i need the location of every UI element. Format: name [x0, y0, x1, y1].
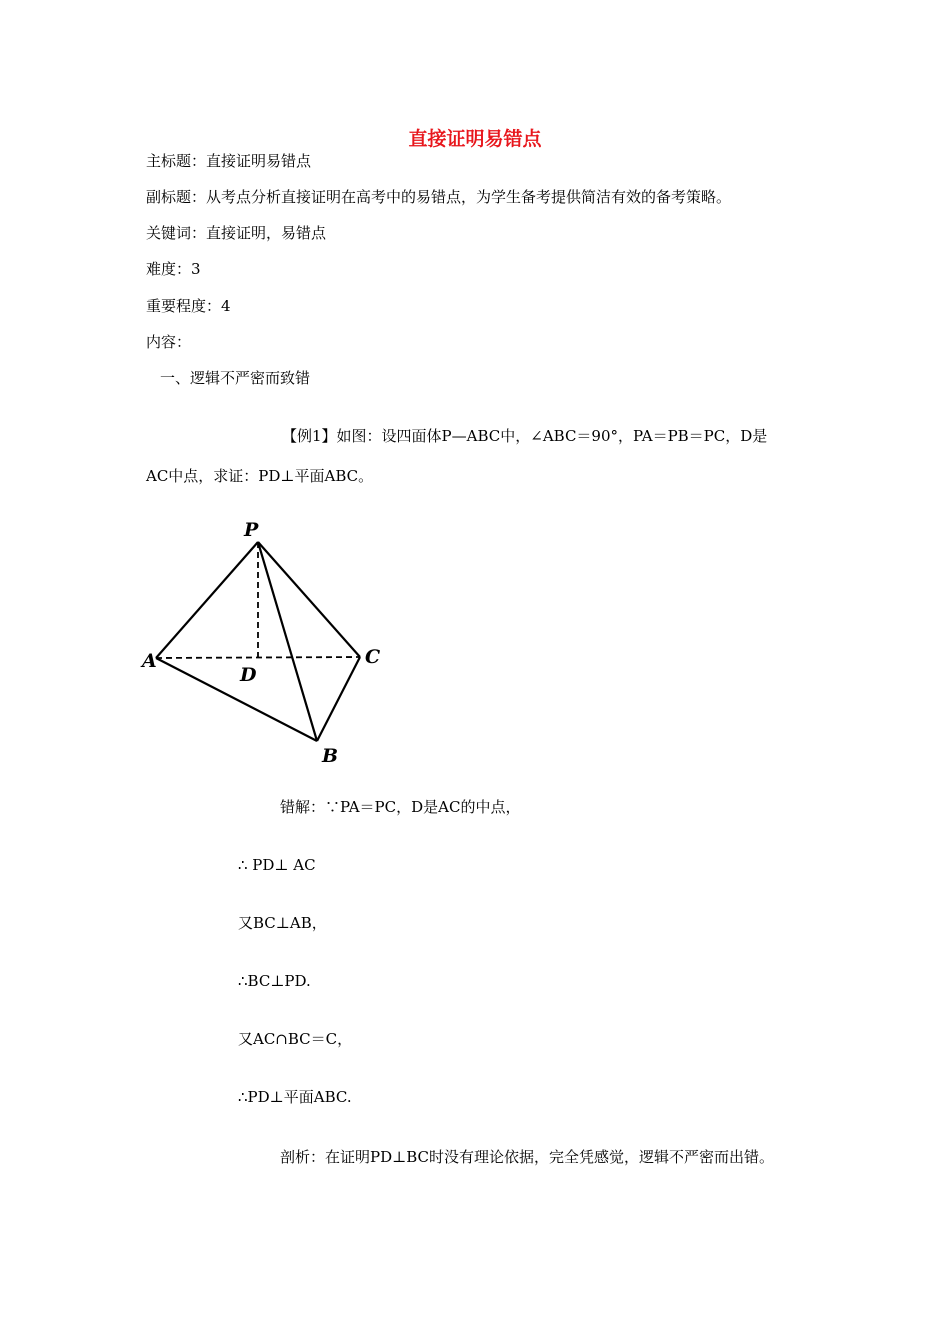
analysis-line: 剖析：在证明PD⊥BC时没有理论依据，完全凭感觉，逻辑不严密而出错。: [280, 1148, 775, 1166]
label-D: D: [240, 664, 257, 686]
tetrahedron-hidden-edges: [156, 542, 360, 658]
edge-AB: [156, 658, 317, 741]
edge-PC: [258, 542, 360, 657]
wrong-solution-line-3: 又BC⊥AB，: [238, 914, 327, 932]
wrong-solution-line-1: 错解：∵PA＝PC，D是AC的中点，: [280, 798, 521, 816]
label-P: P: [244, 519, 259, 541]
example-line-2: AC中点，求证：PD⊥平面ABC。: [146, 467, 374, 485]
label-B: B: [322, 745, 339, 767]
difficulty-line: 难度：3: [146, 260, 201, 278]
importance-line: 重要程度：4: [146, 297, 231, 315]
label-A: A: [142, 650, 157, 672]
example-line-1: 【例1】如图：设四面体P—ABC中，∠ABC＝90°，PA＝PB＝PC，D是: [282, 427, 768, 445]
wrong-solution-line-6: ∴PD⊥平面ABC.: [238, 1088, 352, 1106]
label-C: C: [365, 646, 381, 668]
content-label: 内容：: [146, 333, 192, 351]
tetrahedron-edges: [156, 542, 360, 741]
wrong-solution-line-5: 又AC∩BC＝C，: [238, 1030, 353, 1048]
page-title: 直接证明易错点: [408, 128, 542, 150]
edge-AC-dashed: [156, 657, 360, 658]
wrong-solution-line-2: ∴ PD⊥ AC: [238, 856, 316, 874]
keywords-line: 关键词：直接证明，易错点: [146, 224, 327, 242]
wrong-solution-line-4: ∴BC⊥PD.: [238, 972, 311, 990]
edge-PB: [258, 542, 317, 741]
main-title-line: 主标题：直接证明易错点: [146, 152, 312, 170]
tetrahedron-figure: [140, 514, 390, 770]
subtitle-line: 副标题：从考点分析直接证明在高考中的易错点，为学生备考提供简洁有效的备考策略。: [146, 188, 732, 206]
edge-CB: [317, 657, 360, 741]
edge-PA: [156, 542, 258, 658]
section-heading: 一、逻辑不严密而致错: [160, 369, 311, 387]
